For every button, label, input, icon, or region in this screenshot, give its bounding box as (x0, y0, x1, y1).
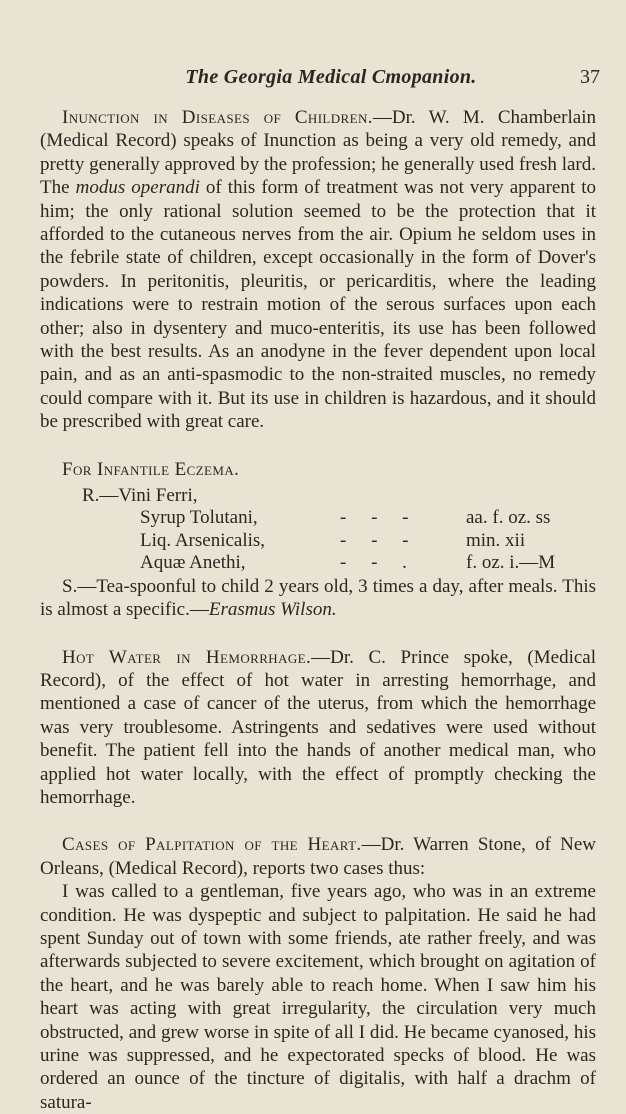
page-body (40, 106, 596, 1114)
eczema-directions: S.—Tea-spoonful to child 2 years old, 3 times a day, after meals. This is almost a specific.—Erasmus Wilson. (40, 575, 596, 621)
prescription-line: Aquæ Anethi, - - . f. oz. i.—M (140, 552, 556, 574)
palpitation-paragraph: Cases of Palpitation of the Heart.—Dr. Warren Stone, of New Orleans, (Medical Record), reports two cases thus: (40, 834, 596, 879)
page-number: 37 (580, 66, 600, 88)
section-heading-inunction: Inunction in Diseases of Children. (62, 107, 373, 128)
inunction-paragraph: Inunction in Diseases of Children.—Dr. W. M. Chamberlain (Medical Record) speaks of Inunction as being a very old remedy, and pretty generally approved by the profession; he generally used fresh lard. The modus operandi of this form of treatment was not very apparent to him; the only rational solution seemed to be the protection that it afforded to the cutaneous nerves from the air. Opium he seldom uses in the febrile state of children, except occasionally in the form of Dover's powders. In peritonitis, pleuritis, or pericarditis, where the leading indications were to restrain motion of the serous surfaces upon each other; also in dysentery and muco-enteritis, its use has been followed with the best results. As an anodyne in the fever dependent upon local pain, and as an anti-spasmodic to the non-straited muscles, no remedy could compare with it. But its use in children is hazardous, and it should be prescribed with great care. (40, 107, 596, 433)
prescription-line: R.—Vini Ferri, (82, 484, 198, 506)
palpitation-case-paragraph: I was called to a gentleman, five years ago, who was in an extreme condition. He was dyspeptic and subject to palpitation. He said he had spent Sunday out of town with some friends, ate rather freely, and was afterwards subjected to severe excitement, which brought on agitation of the heart, and he was barely able to reach home. When I saw him his heart was acting with great irregularity, the circulation very much obstructed, and grew worse in spite of all I did. He became cyanosed, his urine was suppressed, and he expectorated specks of blood. He was ordered an ounce of the tincture of digitalis, with half a drachm of satura- (40, 881, 596, 1113)
author-credit: Erasmus Wilson. (208, 599, 337, 621)
section-heading-hot-water: Hot Water in Hemorrhage. (62, 646, 312, 668)
section-heading-palpitation: Cases of Palpitation of the Heart. (62, 834, 362, 856)
hot-water-paragraph: Hot Water in Hemorrhage.—Dr. C. Prince spoke, (Medical Record), of the effect of hot water in arresting hemorrhage, and mentioned a case of cancer of the uterus, from which the hemorrhage was very troublesome. Astringents and sedatives were used without benefit. The patient fell into the hands of another medical man, who applied hot water locally, with the effect of promptly checking the hemorrhage. (40, 646, 596, 808)
prescription-line: Syrup Tolutani, - - - aa. f. oz. ss (140, 507, 551, 529)
section-heading-eczema: For Infantile Eczema. (62, 458, 240, 480)
prescription-line: Liq. Arsenicalis, - - - min. xii (140, 529, 526, 551)
running-title: The Georgia Medical Cmopanion. (185, 66, 477, 88)
page-header (62, 66, 600, 96)
